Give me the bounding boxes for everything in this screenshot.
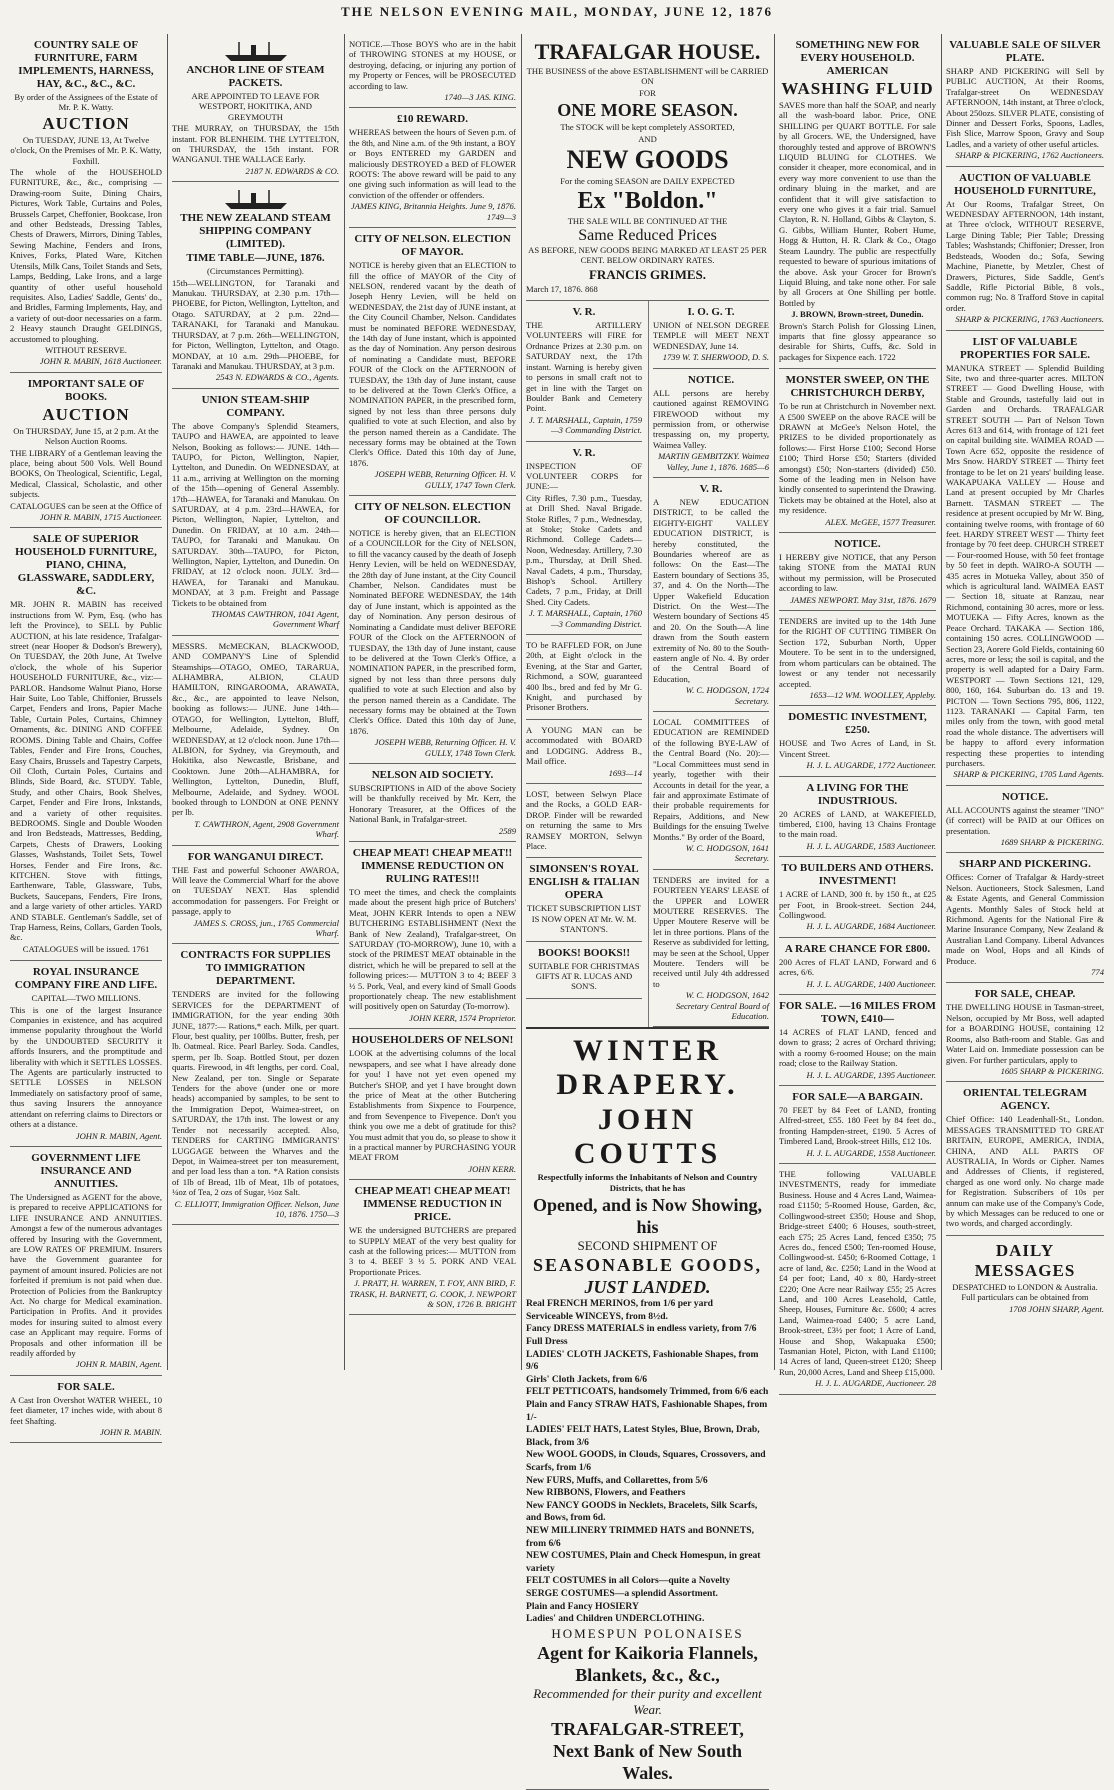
ad-valuable-investments xyxy=(779,1164,936,1395)
ad-moutere-lease xyxy=(653,870,769,1028)
ad-body: At Our Rooms, Trafalgar Street, On WEDNESDAY AFTERNOON, 14th instant, at Three o'clock, WITHOUT RESERVE, Large Dining Table; Pier Table; Dressing Tables; Washstands; Chiffonier; Dresser, Iron Bedsteads, Wooden do.; Sofa, Sewing Machine, Pianette, by Metzler, Chest of Drawers, Pictures, Side Saddle, Gent's Saddle, Rifle Pictorial Bible, 8 vols., common rug; No. 8 Trafford Stove in capital order. xyxy=(946,198,1104,313)
ad-body: I HEREBY give NOTICE, that any Person taking STONE from the MATAI RUN without my permission, will be Prosecuted according to law. xyxy=(779,552,936,594)
ad-body: The Undersigned as AGENT for the above, is prepared to receive APPLICATIONS for LIFE INSURANCE AND ANNUITIES. Amongst a few of the numerous advantages offered by Insuring with the Government, are LOW RATES OF PREMIUM. Insurers have the Government guarantee for payment of amount insured. Policies are not forfeited if premium is not paid when due. Protection of Policies from the Bankruptcy Act. No charge for Medical examination. Participation in Profits. And it provides modes for insuring suited to almost every case an Applicant may require. Forms of Proposals and other information ill be readily afforded by xyxy=(10,1191,162,1358)
ad-line: Respectfully informs the Inhabitants of Nelson and Country Districts, that he has xyxy=(537,1172,758,1193)
ad-signature: W. C. HODGSON, 1642 Secretary Central Board of Education. xyxy=(675,990,769,1022)
ad-signature: J. BROWN, Brown-street, Dunedin. xyxy=(791,309,924,320)
ad-title: AUCTION xyxy=(42,113,130,133)
ad-signature: JOHN R. MABIN, 1618 Auctioneer. xyxy=(39,356,162,367)
steamship-icon xyxy=(221,188,291,210)
ad-body: WHEREAS between the hours of Seven p.m. of the 8th, and Nine a.m. of the 9th instant, a BOY or Boys ENTERED my GARDEN and maliciously DESTROYED a BED of FLOWER ROOTS: The above reward will be paid to any one giving such information as will lead to the conviction of the offender or offenders. xyxy=(349,127,516,200)
ad-line: Ex "Boldon." xyxy=(577,188,718,215)
ad-body: SUITABLE FOR CHRISTMAS GIFTS AT R. LUCAS AND SON'S. xyxy=(528,960,640,992)
list-item: LADIES' CLOTH JACKETS, Fashionable Shapes, from 9/6 xyxy=(526,1348,759,1373)
list-item: New WOOL GOODS, in Clouds, Squares, Crossovers, and Scarfs, from 1/6 xyxy=(526,1449,766,1473)
ad-builders xyxy=(779,857,936,938)
ad-body: SAVES more than half the SOAP, and nearly all the wash-board labor. Price, ONE SHILLING per QUART BOTTLE. For sale by all Grocers. WE, the Undersigned, have thoroughly tested and approve of BROWN'S LIQUID BLUING for CLOTHES. We consider it cheaper, more economical, and in every way more convenient to use than the ordinary bluing in the market, and are confident that it will give satisfaction to every one who gives it a fair trial. Samuel Clayton, R. N. Holland, Gibbs & Clayton, S. G. Gibbs, William Hunter, Robert Hume, Hogg & Hutton, H. R. Clark & Co., Otago Steam Laundry. The public are respectfully requested to beware of spurious imitations of the above. Ask your Grocer for Brown's Liquid Bluing, and take none other. For sale by all Grocers at One Shilling per bottle. Bottled by xyxy=(779,100,936,308)
list-item: New FURS, Muffs, and Collarettes, from 5/6 xyxy=(526,1474,708,1486)
ad-signature: MARTIN GEMBITZKY. Waimea Valley, June 1, 1876. 1685—6 xyxy=(658,451,769,472)
ad-line: For the coming SEASON are DAILY EXPECTED xyxy=(560,176,735,187)
ad-line: The STOCK will be kept completely ASSORTED, xyxy=(560,122,735,133)
ad-body: THE DWELLING HOUSE in Tasman-street, Nelson, occupied by Mr Boss, well adapted for a BOARDING HOUSE, containing 12 Rooms, also Bath-room and Stable. Gas and Water Laid on. Immediate possession can be given. For further particulars, apply to xyxy=(946,1002,1104,1065)
ad-reward xyxy=(349,108,516,228)
ad-heading: COUNTRY SALE OF FURNITURE, FARM IMPLEMENTS, HARNESS, HAY, &C., &C., &C. xyxy=(18,39,154,90)
list-item: NEW MILLINERY TRIMMED HATS and BONNETS, from 6/6 xyxy=(526,1524,755,1549)
ad-body: City Rifles, 7.30 p.m., Tuesday, at Drill Shed. Naval Brigade. Stoke Rifles, 7 p.m., Wednesday, at Stoke; Stoke Cadets and Richmond. College Cadets—Noon, Wednesday. Artillery, 7.30 p.m., Thursday, at Drill Shed. Naval Cadets, 4 p.m., Thursday, Bishop's School. Artillery Cadets, 7 p.m., Friday, at Drill Shed. City Cadets. xyxy=(526,492,642,607)
ad-signature: T. CAWTHRON, Agent, 2908 Government Wharf. xyxy=(194,818,339,840)
ad-signature: 2589 xyxy=(498,825,516,836)
column-6 xyxy=(941,34,1108,1370)
list-item: LADIES' FELT HATS, Latest Styles, Blue, Brown, Drab, Black, from 3/6 xyxy=(526,1424,760,1448)
ad-line: ONE MORE SEASON. xyxy=(557,100,738,121)
ad-signature: JOHN R. MABIN, Agent. xyxy=(75,1130,162,1141)
ad-heading: FOR WANGANUI DIRECT. xyxy=(187,850,324,863)
list-item: Girls' Cloth Jackets, from 6/6 xyxy=(526,1373,648,1385)
ad-signature: FRANCIS GRIMES. xyxy=(588,266,706,282)
ad-heading: V. R. xyxy=(572,446,596,459)
ad-title: WASHING FLUID xyxy=(781,79,934,98)
ad-nz-steam-shipping xyxy=(172,182,339,388)
ad-body: TICKET SUBSCRIPTION LIST IS NOW OPEN AT Mr. W. M. STANTON'S. xyxy=(527,903,641,935)
ad-heading: ORIENTAL TELEGRAM AGENCY. xyxy=(963,1087,1087,1113)
ad-heading: CITY OF NELSON. ELECTION OF COUNCILLOR. xyxy=(354,501,511,527)
ad-line: FOR xyxy=(639,87,656,98)
ad-heading: V. R. xyxy=(699,482,723,495)
ad-signature: 1689 SHARP & PICKERING. xyxy=(1000,837,1104,847)
ad-local-committees xyxy=(653,712,769,870)
steamship-icon xyxy=(221,40,291,62)
ad-young-man xyxy=(526,720,642,784)
ad-heading: V. R. xyxy=(572,306,596,319)
ad-cheap-meat-kerr xyxy=(349,842,516,1029)
ad-signature: 1653—12 WM. WOOLLEY, Appleby. xyxy=(809,689,936,700)
ad-body: THE Fast and powerful Schooner AWAROA, Will leave the Commercial Wharf for the above on TUESDAY NEXT. Has splendid accommodation for passengers. For Freight or passage, apply to xyxy=(172,864,339,917)
ad-heading: DAILY MESSAGES xyxy=(974,1240,1076,1280)
ad-body: TO meet the times, and check the complaints made about the present high price of Butchers' Meat, JOHN KERR Intends to open a NEW BUTCHERING ESTABLISHMENT (Next the Bank of New Zealand), Trafalgar-street, On SATURDAY (TO-MORROW), June 10, with a stock of the PRIMEST MEAT obtainable in the district, which he will be prepared to sell at the following prices:— MUTTON 3 to 4; BEEF 3 ½ 5. Pork, Veal, and every kind of Small Goods proportionately cheap. The new establishment will positively open on Saturday (To-morrow). xyxy=(349,887,516,1012)
ad-body: 200 Acres of FLAT LAND, Forward and 6 acres, 6/6. xyxy=(779,956,936,978)
ad-body: TO be RAFFLED FOR, on June 20th, at Eight o'clock in the Evening, at the Star and Garter, Richmond, a SOW, guaranteed 400 lbs., bred and fed by Mr G. Knight, and purchased by Prisoner Brothers. xyxy=(526,640,642,713)
ad-body: ALL ACCOUNTS against the steamer "INO" (if correct) will be PAID at our Offices on presentation. xyxy=(946,804,1104,836)
ad-heading: UNION STEAM-SHIP COMPANY. xyxy=(201,393,310,419)
list-item: Real FRENCH MERINOS, from 1/6 per yard xyxy=(526,1298,713,1310)
ad-line: HOMESPUN POLONAISES xyxy=(551,1625,744,1641)
ad-line: THE BUSINESS of the above ESTABLISHMENT will be CARRIED ON xyxy=(526,66,769,87)
ad-heading: A RARE CHANCE FOR £800. xyxy=(784,942,931,955)
ad-line: Recommended for their purity and excellent Wear. xyxy=(533,1685,762,1717)
ad-body: TENDERS are invited up to the 14th June for the RIGHT OF CUTTING TIMBER On Section 172, Suburban North, Upper Moutere. To be sent in to the undersigned, from whom particulars can be obtained. The lowest or any tender not necessarily accepted. xyxy=(779,616,936,689)
ad-signature: JOHN R. MABIN. xyxy=(99,1427,162,1438)
ad-cheap-meat-butchers xyxy=(349,1180,516,1315)
ad-body: LOCAL COMMITTEES of EDUCATION are REMINDED of the following BYE-LAW of the Central Board (No. 20):— "Local Committees must send in yearly, together with their Accounts in detail for the year, a fair and approximate Estimate of their probable requirements for Repairs, Additions, and New Buildings for the ensuing Twelve Months." By order of the Board, xyxy=(653,717,769,842)
ad-body: HOUSE and Two Acres of Land, in St. Vincent Street. xyxy=(779,738,936,759)
ad-washing-fluid xyxy=(779,34,936,369)
column-3 xyxy=(344,34,520,1370)
ad-heading: AUCTION OF VALUABLE HOUSEHOLD FURNITURE, xyxy=(954,171,1096,197)
ad-body: THE following VALUABLE INVESTMENTS, ready for immediate Business. House and 4 Acres Land, Waimea-road £1150; 5-Roomed House, Garden, &c, Collingwood-street £350; House and Shop, Bridge-street £400; 6 Houses, south-street, each £75; 25 Acres Land, fenced £350; 75 Acres do., fenced £500; Ten-roomed House, Collingwood-st. £450; 6-Roomed Cottage, 1 acre of land, &c. £250; Land in the Wood at £4 per foot; Land, 40 x 80, Hardy-street £220; One Acre near Railway £55; 25 Acres Land, and 100 Acres Leasehold, Cattle, Sheep, Houses, Furniture &c. £600; 4 acres Land, Waimea-road £400; 5 acre Land, Brook-street, £3½ per foot; 1 Acre of Land, House and Shop, Wakapuaka £500; Tasmanian Hotel, Picton, with Land £1100; 14 Acres of land, Queen-street £120; Sheep Run, 20,000 Acres, Land and Sheep £15,000. xyxy=(779,1169,936,1377)
column-4 xyxy=(521,34,773,1783)
masthead: THE NELSON EVENING MAIL, MONDAY, JUNE 12, 1876 xyxy=(341,4,773,19)
ad-date: On THURSDAY, June 15, at 2 p.m. At the Nelson Auction Rooms. xyxy=(13,425,159,447)
ad-body: THE MURRAY, on THURSDAY, the 15th instant. FOR BLENHEIM. THE LYTTELTON, on THURSDAY, the 15th instant. FOR WANGANUI. THE WALLACE Early. xyxy=(172,123,339,165)
ad-body: TENDERS are invited for a FOURTEEN YEARS' LEASE of the UPPER and LOWER MOUTERE RESERVES. The Upper Moutere Reserve will be let in three portions. Plans of the Reserve as subdivided for letting, may be seen at the School, Upper Moutere. Tenders will be received until July 4th addressed to xyxy=(653,874,769,989)
list-item: Plain and Fancy HOSIERY xyxy=(526,1600,639,1612)
ad-heading: CONTRACTS FOR SUPPLIES TO IMMIGRATION DEPARTMENT. xyxy=(180,949,331,988)
list-item: NEW COSTUMES, Plain and Check Homespun, in great variety xyxy=(526,1550,761,1574)
ad-anchor-line xyxy=(172,34,339,182)
ad-body: 1 ACRE of LAND, 300 ft. by 150 ft., at £25 per Foot, in Brook-street. Section 244, Collingwood. xyxy=(779,889,936,920)
ad-signature: 1693—14 xyxy=(608,767,642,778)
ad-daily-messages xyxy=(946,1236,1104,1319)
ad-heading: NOTICE. xyxy=(687,373,735,386)
ad-aid-society xyxy=(349,764,516,842)
ad-heading: HOUSEHOLDERS OF NELSON! xyxy=(351,1034,514,1047)
ad-line: TRAFALGAR-STREET, xyxy=(551,1718,744,1739)
ad-signature: 774 xyxy=(1091,967,1104,978)
ad-signature: 1708 JOHN SHARP, Agent. xyxy=(1009,1303,1104,1314)
ad-heading: THE NEW ZEALAND STEAM SHIPPING COMPANY (LIMITED). xyxy=(180,212,331,251)
ad-heading: FOR SALE, CHEAP. xyxy=(974,988,1076,1001)
ad-signature: H. J. L. AUGARDE, 1772 Auctioneer. xyxy=(806,760,936,771)
ad-body: MESSRS. McMECKAN, BLACKWOOD, AND COMPANY'S Line of Splendid Steamships—OTAGO, OMEO, TARARUA, ALHAMBRA, ALBION, CLAUD HAMILTON, RINGAROOMA, ARAWATA, &c., &c., are appointed to leave Nelson, booking as follows:— JUNE. June 14th—OTAGO, for Wellington, Lyttelton, Bluff, Melbourne, Adelaide, Sydney. On WEDNESDAY, at 12 o'clock noon. June 17th—ALBION, for Sydney, via Greymouth, and Hokitika, also Newcastle, Brisbane, and Cooktown. June 20th—ALHAMBRA, for Wellington, Lyttelton, Dunedin, Bluff, Melbourne, Adelaide, and Sydney. WOOL booked through to LONDON at ONE PENNY per lb. xyxy=(172,640,339,818)
ad-catalogue: CATALOGUES will be issued. 1761 xyxy=(22,943,150,954)
ad-heading: CHEAP MEAT! CHEAP MEAT!! IMMENSE REDUCTION ON RULING RATES!!! xyxy=(352,847,513,885)
ad-signature: 1605 SHARP & PICKERING. xyxy=(1000,1065,1104,1076)
column-4-left xyxy=(526,301,642,1027)
ad-body: NOTICE is hereby given that an ELECTION to fill the office of MAYOR of the City of NELSON, rendered vacant by the death of Joseph Henry Levien, will be held on WEDNESDAY, the 21st day of JUNE instant, at the City Council Chamber, Nelson. Candidates must be nominated BEFORE WEDNESDAY, the 14th day of June instant, which is appointed as the day of Nomination. Any person desirous of nominating a Candidate must, BEFORE FOUR of the Clock on the AFTERNOON of TUESDAY, the 13th day of June instant, cause to be delivered at the Town Clerk's Office, a NOMINATION PAPER, in the prescribed form, signed by not less than three persons duly qualified to vote at such Election, and also by the person named therein as a Candidate. The necessary forms may be obtained at the Town Clerk's Office. Dated this 10th day of June, 1876. xyxy=(349,260,516,468)
ad-iogt xyxy=(653,301,769,369)
ad-trafalgar-house xyxy=(526,34,769,301)
ad-note: WITHOUT RESERVE. xyxy=(45,344,127,355)
ad-signature: JAMES S. CROSS, jun., 1765 Commercial Wharf. xyxy=(193,917,339,938)
ad-government-life xyxy=(10,1147,162,1376)
ad-heading: NELSON AID SOCIETY. xyxy=(371,768,494,781)
ad-monster-sweep xyxy=(779,369,936,533)
ad-heading: TO BUILDERS AND OTHERS. INVESTMENT! xyxy=(781,862,934,888)
ad-signature: 1739 W. T. SHERWOOD, D. S. xyxy=(662,352,769,363)
ad-line: THE SALE WILL BE CONTINUED AT THE xyxy=(567,216,728,227)
list-item: New FANCY GOODS in Necklets, Bracelets, Silk Scarfs, and Bows, from 6d. xyxy=(526,1499,758,1524)
list-item: New RIBBONS, Flowers, and Feathers xyxy=(526,1487,686,1499)
ad-line: AS BEFORE, NEW GOODS BEING MARKED AT LEAST 25 PER CENT. BELOW ORDINARY RATES. xyxy=(528,244,767,266)
ad-catalogue: CATALOGUES can be seen at the Office of xyxy=(10,500,162,511)
ad-line: SEASONABLE GOODS, xyxy=(532,1255,763,1276)
ad-signature: JAMES KING, Britannia Heights. June 9, 1876. 1749—3 xyxy=(350,201,516,222)
ad-ino-notice xyxy=(946,786,1104,854)
column-4-right xyxy=(648,301,769,1027)
ad-body: This is one of the largest Insurance Companies in existence, and has acquired immense popularity throughout the World by the UNDOUBTED SECURITY it affords Insurers, and the promptitude and liberality with which it SETTLES LOSSES. The Agents are particularly instructed to SETTLE LOSSES in NELSON Immediately on satisfactory proof of same, thus saving Insurers the annoyance attendant on referring claims to Directors or others at a distance. xyxy=(10,1004,162,1130)
ad-signature: 2187 N. EDWARDS & CO. xyxy=(245,165,339,176)
ad-heading: GOVERNMENT LIFE INSURANCE AND ANNUITIES. xyxy=(31,1151,141,1190)
ad-householders xyxy=(349,1029,516,1180)
ad-for-sale-cheap xyxy=(946,983,1104,1082)
ad-signature: H. J. L. AUGARDE, 1400 Auctioneer. xyxy=(806,978,936,989)
ad-body: 14 ACRES of FLAT LAND, fenced and down to grass; 2 acres of Orchard thriving; with a roomy 6-roomed House; on the main road; close to the Railway Station. xyxy=(779,1027,936,1069)
ad-signature: C. ELLIOTT, Immigration Officer. Nelson, June 10, 1876. 1750—3 xyxy=(174,1198,339,1219)
ad-date: On TUESDAY, JUNE 13, At Twelve o'clock, On the Premises of Mr. P. K. Watty, Foxhill. xyxy=(10,134,162,166)
ad-sub: (Circumstances Permitting). xyxy=(207,266,304,277)
ad-heading: MONSTER SWEEP, ON THE CHRISTCHURCH DERBY, xyxy=(785,374,930,400)
ad-heading: TRAFALGAR HOUSE. xyxy=(534,39,761,64)
ad-name: JOHN COUTTS xyxy=(573,1103,722,1171)
ad-water-wheel xyxy=(10,1376,162,1444)
ad-signature: JOHN R. MABIN, 1715 Auctioneer. xyxy=(39,512,162,522)
ad-body: TENDERS are invited for the following SERVICES for the DEPARTMENT of IMMIGRATION, for the year ending 30th JUNE, 1877:— Rations,* each. Milk, per quart. Flour, best quality, per 100lbs. Butter, fresh, per lb. Oatmeal. Rice. Pearl Barley. Soda. Candles, sperm, per lb. Soap. Bottled Stout, per dozen quarts. Firewood, in 4ft lengths, per cord. Coal, New Zealand, per ton. Single or Separate Tenders for the above (under one or more heads) accompanied by samples, to be sent to the Immigration Depot, Waimea-street, on SATURDAY, the 17th inst. The lowest or any Tender not necessarily accepted. Also, TENDERS for CARTING IMMIGRANTS' LUGGAGE between the Wharves and the Depot, in Waimea-street per ton measurement, and per load less than a ton. *A Ration consists of 1lb of Bread, 1lb of Meat, 1lb of potatoes, ¼oz of Tea, 2 ozs of Sugar, ½oz Salt. xyxy=(172,989,339,1198)
ad-signature: H. J. L. AUGARDE, Auctioneer. 28 xyxy=(815,1378,936,1389)
ad-immigration-contracts xyxy=(172,944,339,1225)
ad-heading: VALUABLE SALE OF SILVER PLATE. xyxy=(949,39,1101,64)
ad-heading: IMPORTANT SALE OF BOOKS. xyxy=(27,377,145,403)
ad-opera xyxy=(526,858,642,941)
ad-body: THE ARTILLERY VOLUNTEERS will FIRE for Ordnance Prizes at 2.30 p.m. on SATURDAY next, the 17th instant. Warning is hereby given to persons in small craft not to get in line with the Target on Boulder Bank and Cemetery Point. xyxy=(526,320,642,414)
ad-intro: By order of the Assignees of the Estate of Mr. P. K. Watty. xyxy=(14,92,158,113)
ad-note: Brown's Starch Polish for Glossing Linen, imparts that fine glossy appearance so desirable for Shirts, Cuffs, &c. Sold in packages for Sixpence each. 1722 xyxy=(779,320,936,362)
ad-body: SUBSCRIPTIONS in AID of the above Society will be thankfully received by Mr. Kerr, the Honorary Treasurer, at the Offices of the National Bank, in Trafalgar-street. xyxy=(349,782,516,825)
ad-body: The whole of the HOUSEHOLD FURNITURE, &c., &c., comprising — Drawing-room Suite, Dining Chairs, Pictures, Work Table, Curtains and Poles, Brussels Carpet, Cheffonier, Bookcase, Iron and other Bedsteads, Dressing Tables, Chests of Drawers, Mirrors, Dining Tables, Sewing Machine, Fenders and Irons, Knives, Forks, Plated Ware, Kitchen Utensils, Milk Cans, Toilet Stands and Sets, Lamps, Bedding, Lake Irons, and a large quantity of other useful household requisites. Also, Ladies' Saddle, Gents' do., and Bridles, Farming Implements, Hay, and a variety of out-door necessaries on a farm. 2 Heavy staunch Draught GELDINGS, accustomed to ploughing. xyxy=(10,167,162,344)
ad-signature: SHARP & PICKERING, 1762 Auctioneers. xyxy=(955,150,1104,161)
ad-signature: W. C. HODGSON, 1641 Secretary. xyxy=(685,842,769,864)
ad-lost xyxy=(526,784,642,858)
ad-body: LOST, between Selwyn Place and the Rocks, a GOLD EAR-DROP. Finder will be rewarded on returning the same to Mrs RAMSEY MORTON, Selwyn Place. xyxy=(526,788,642,851)
ad-signature: JOSEPH WEBB, Returning Officer. H. V. GULLY, 1747 Town Clerk. xyxy=(374,469,516,490)
ad-line: Next Bank of New South Wales. xyxy=(552,1740,743,1783)
ad-royal-insurance xyxy=(10,961,162,1147)
ad-body: SHARP AND PICKERING will Sell by PUBLIC AUCTION, At their Rooms, Trafalgar-street On WEDNESDAY AFTERNOON, 14th instant, at Three o'clock, About 250ozs. SILVER PLATE, consisting of Dinner and Dessert Forks, Spoons, Ladles, Fish Slice, Marrow Spoon, Gravy and Soup Ladles, and a variety of other useful articles. xyxy=(946,66,1104,149)
list-item: Ladies' and Children UNDERCLOTHING. xyxy=(526,1613,705,1625)
ad-body: 20 ACRES of LAND, at WAKEFIELD, timbered, £100, having 13 Chains Frontage to the main road. xyxy=(779,808,936,840)
ad-stone-notice xyxy=(779,533,936,611)
ad-heading: SALE OF SUPERIOR HOUSEHOLD FURNITURE, PIANO, CHINA, GLASSWARE, SADDLERY, &C. xyxy=(15,533,157,598)
ad-body: THE LIBRARY of a Gentleman leaving the place, being about 500 Vols. Well Bound BOOKS, On Theological, Scientific, Legal, Medical, Classical, Scholastic, and other subjects. xyxy=(10,447,162,500)
ad-signature: JOHN R. MABIN, Agent. xyxy=(75,1359,162,1370)
ad-line: Agent for Kaikoria Flannels, Blankets, &c., &c., xyxy=(537,1642,758,1685)
ad-body: A YOUNG MAN can be accommodated with BOARD and LODGING. Address B., Mail office. xyxy=(526,724,642,767)
ad-winter-drapery xyxy=(526,1027,769,1789)
ad-signature: JAMES NEWPORT. May 31st, 1876. 1679 xyxy=(790,594,936,605)
ad-education-district xyxy=(653,478,769,712)
ad-heading: SHARP AND PICKERING. xyxy=(959,858,1091,871)
ad-body: DESPATCHED to LONDON & Australia. Full particulars can be obtained from xyxy=(952,1281,1098,1303)
column-2 xyxy=(167,34,343,1370)
ad-sharp-pickering xyxy=(946,853,1104,983)
ad-signature: JOHN KERR, 1574 Proprietor. xyxy=(409,1012,516,1023)
ad-date: March 17, 1876. 868 xyxy=(526,283,598,294)
ad-sub: ARE APPOINTED TO LEAVE FOR WESTPORT, HOKITIKA, AND GREYMOUTH xyxy=(191,91,320,122)
ad-heading: WINTER DRAPERY. xyxy=(556,1034,739,1102)
ad-heading: FOR SALE—A BARGAIN. xyxy=(792,1091,923,1104)
ad-household-furniture xyxy=(10,528,162,961)
ad-signature: SHARP & PICKERING, 1705 Land Agents. xyxy=(953,769,1104,780)
ad-raffle xyxy=(526,635,642,720)
ad-oriental-telegram xyxy=(946,1082,1104,1235)
ad-body: A Cast Iron Overshot WATER WHEEL, 10 feet diameter, 17 inches wide, with about 8 feet Shafting. xyxy=(10,1394,162,1426)
ad-boys-notice xyxy=(349,34,516,108)
ad-body: LOOK at the advertising columns of the local newspapers, and see what I have already done for you! I have not yet even opened my Butcher's SHOP, and yet I have brought down the price of Meat at the other Butchering Establishments from Sixpence to Fourpence, and from Sevenpence to Fivepence. Don't you think you owe me a debt of gratitude for this? You must admit that you do, so please to show it in a practical manner by PURCHASING YOUR MEAT FROM xyxy=(349,1048,516,1163)
list-item: Fancy DRESS MATERIALS in endless variety, from 7/6 Full Dress xyxy=(526,1323,757,1348)
ad-line: NEW GOODS xyxy=(566,145,729,175)
ad-body: 70 FEET by 84 Feet of LAND, fronting Alfred-street, £55. 180 Feet by 84 feet do., fronting Hampden-street, £190. 5 Acres of Timbered Land, Brook-street Hills, £12 10s. xyxy=(779,1105,936,1147)
ad-signature: H. J. L. AUGARDE, 1583 Auctioneer. xyxy=(806,840,936,851)
ad-union-steamship xyxy=(172,389,339,636)
ad-books xyxy=(526,942,642,999)
ad-heading: FOR SALE. xyxy=(57,1380,115,1393)
ad-sale-of-books xyxy=(10,373,162,529)
ad-body: UNION of NELSON DEGREE TEMPLE will MEET NEXT WEDNESDAY, June 14. xyxy=(653,320,769,351)
ad-signature: H. J. L. AUGARDE, 1395 Auctioneer. xyxy=(806,1069,936,1080)
ad-signature: H. J. L. AUGARDE, 1684 Auctioneer. xyxy=(806,921,936,932)
ad-mayor-election xyxy=(349,228,516,496)
ad-rare-chance xyxy=(779,938,936,995)
ad-body: Chief Office: 140 Leadenhall-St., London. MESSAGES TRANSMITTED TO GREAT BRITAIN, EUROPE, AMERICA, INDIA, CHINA, AND ALL PARTS OF AUSTRALIA, In Words or Cipher. Names and Addresses of Clients, if registered, charged as one word only. No charge made for Registration. Subscribers of 10s per annum can make use of the Company's Code, by which Messages can be reduced to one or two words, and charged accordingly. xyxy=(946,1114,1104,1229)
ad-heading: CITY OF NELSON. ELECTION OF MAYOR. xyxy=(354,233,511,259)
list-item: FELT PETTICOATS, handsomely Trimmed, from 6/6 each xyxy=(526,1386,769,1398)
ad-timber-tenders xyxy=(779,611,936,706)
ad-signature: JOSEPH WEBB, Returning Officer. H. V. GULLY, 1748 Town Clerk. xyxy=(374,737,516,758)
ad-properties-list xyxy=(946,331,1104,786)
ad-body: ALL persons are hereby cautioned against REMOVING FIREWOOD without my permission from, or otherwise trespassing on, my property, Waimea Valley. xyxy=(653,387,769,450)
ad-line: JUST LANDED. xyxy=(584,1277,711,1298)
ad-silver-plate xyxy=(946,34,1104,167)
ad-line: Opened, and is Now Showing, his xyxy=(532,1195,763,1238)
ad-heading: A LIVING FOR THE INDUSTRIOUS. xyxy=(806,781,909,807)
ad-body: NOTICE.—Those BOYS who are in the habit of THROWING STONES at my HOUSE, or destroying, defacing, or injuring any portion of my Property or Fences, will be PROSECUTED according to law. xyxy=(349,39,516,91)
ad-heading: ROYAL INSURANCE COMPANY FIRE AND LIFE. xyxy=(14,966,158,992)
ad-line: SECOND SHIPMENT OF xyxy=(577,1238,718,1254)
ad-body: MANUKA STREET — Splendid Building Site, two and three-quarter acres. MILTON STREET — Good Dwelling House, with Stable and Grounds, tastefully laid out in Garden and Orchards. TRAFALGAR STREET SOUTH — Part of Nelson Town Acres 613 and 614, with frontage of 121 feet on capital building site. WAIMEA ROAD — Town Acre 652, opposite the residence of Mrs Snow. HARDY STREET — Thirty feet frontage to be let on 21 years' building lease. WAKAPUAKA VALLEY — House and Land at present occupied by Mr Charles Barnett. TASMAN STREET — The residence at present occupied by Mr W. Bing, containing twelve rooms, with frontage of 60 feet. HARDY STREET WEST — Thirty feet frontage by 70 feet deep. CHURCH STREET — Four-roomed House, with 50 feet frontage by 50 feet in depth. WAIRO-A SOUTH — 435 acres in Motueka Valley, about 350 of which is agricultural land. WAIMEA EAST — Section 18, situate at Ranzau, near Richmond, containing 30 acres, more or less. MOTUEKA — Fifty Acres, known as the Peace Orchard. TAKAKA — Section 186, containing 150 acres. COLLINGWOOD — Section 23, Aorere Gold Fields, containing 60 acres, more or less; the soil is capital, and the property is well adapted for a Dairy Farm. WESTPORT — Town Sections 121, 129, 800, 160, 164. Suburban do. 13 and 19. PICTON — Town Sections 795, 806, 1122, 1123. TARANAKI — Capital Farm, ten miles only from the town, with good metal road the whole distance. The advertisers will be happy to afford every information respecting these properties to intending purchasers. xyxy=(946,362,1105,768)
ad-heading: NOTICE. xyxy=(834,538,881,551)
ad-inspection xyxy=(526,442,642,636)
ad-body: MR. JOHN R. MABIN has received instructions from W. Pym, Esq. (who has left the Province), to SELL by Public AUCTION, at his late residence, Trafalgar-street (near Hooper & Dodson's Brewery), On TUESDAY, the 20th June, At Twelve o'clock, the whole of his Superior HOUSEHOLD FURNITURE, &c., viz:— PARLOR. Handsome Walnut Piano, Horse Hair Suite, Loo Table, Chiffonier, Brussels Carpet, Fenders and Irons, Papier Mache Table, Curtain Poles, Curtains, Chimney Ornaments, &c. DINING AND COFFEE ROOMS. Dining Table and Chairs, Coffee Tables, Fender and Fire Irons, Couches, Easy Chairs, Brussels and Tapestry Carpets, Oil Cloth, Curtain Poles, Curtains and Blinds, Side Board, &c. STUDY. Table, Study, and other Chairs, Book Shelves, Carpet, Fender and Fire Irons, Inkstands, and a variety of other requisites. BEDROOMS. Single and Double Wooden and Iron Bedsteads, Mattresses, Bedding, Carpets, Chests of Drawers, Looking Glasses, Washstands, Toilet Sets, Towel Horses, Fender and Fire Irons, &c. KITCHEN. Stove with fittings, Earthenware, Table, Glassware, Tubs, Buckets, Saucepans, Fenders, Fire Irons, and a large variety of other articles. YARD AND STABLE. Gentleman's Saddle, set of Trap Harness, Reins, Collars, Garden Tools, &c. xyxy=(10,599,162,943)
ad-title: TIME TABLE—JUNE, 1876. xyxy=(186,252,325,265)
ad-mcmeckan-blackwood xyxy=(172,636,339,846)
ad-firewood-notice xyxy=(653,369,769,478)
ad-signature: J. T. MARSHALL, Captain, 1760—3 Commanding District. xyxy=(529,608,642,629)
ad-title: AUCTION xyxy=(42,404,130,424)
ad-body: WE the undersigned BUTCHERS are prepared to SUPPLY MEAT of the very best quality for cash at the following prices:— MUTTON from 3 to 4. BEEF 3 ½ 5. PORK AND VEAL Proportionate Prices. xyxy=(349,1225,516,1277)
ad-living-industrious xyxy=(779,777,936,858)
ad-furniture-auction xyxy=(946,167,1104,331)
ad-sub: CAPITAL—TWO MILLIONS. xyxy=(31,993,141,1004)
ad-domestic-investment xyxy=(779,706,936,776)
ad-wanganui-direct xyxy=(172,846,339,945)
ad-heading: I. O. G. T. xyxy=(687,306,735,319)
ad-heading: FOR SALE. —16 MILES FROM TOWN, £410— xyxy=(779,1000,936,1025)
ad-heading: DOMESTIC INVESTMENT, £250. xyxy=(788,711,927,737)
ad-signature: THOMAS CAWTHRON, 1041 Agent, Government Wharf xyxy=(211,609,339,630)
ad-heading: ANCHOR LINE OF STEAM PACKETS. xyxy=(186,64,325,89)
ad-for-sale-16-miles xyxy=(779,995,936,1086)
ad-signature: 1740—3 JAS. KING. xyxy=(444,92,516,103)
ad-body: A NEW EDUCATION DISTRICT, to be called the EIGHTY-EIGHT VALLEY EDUCATION DISTRICT, is hereby constituted, the Boundaries whereof are as follows: On the East—The Eastern boundary of Sections 35, 37, and 4. On the North—The Upper Wakefield Education District. On the West—The Western boundary of Sections 45 and 20. On the South—A line drawn from the South eastern extremity of No. 80 to the South-eastern angle of No. 4. By order of the Central Board of Education, xyxy=(653,496,769,684)
ad-signature: ALEX. McGEE, 1577 Treasurer. xyxy=(825,516,936,527)
list-item: Plain and Fancy STRAW HATS, Fashionable Shapes, from 1/- xyxy=(526,1399,768,1423)
list-item: FELT COSTUMES in all Colors—quite a Novelty xyxy=(526,1575,731,1587)
ad-signature: W. C. HODGSON, 1724 Secretary. xyxy=(685,685,769,706)
ad-body: The above Company's Splendid Steamers, TAUPO and HAWEA, are appointed to leave Nelson, Booking as follows:— JUNE. 14th—TAUPO, for Picton, Wellington, Napier, Lyttelton, and Dunedin. On WEDNESDAY, at 11 a.m., arriving at Wellington on the morning of the 15th—opening of General Assembly. 17th—HAWEA, for Taranaki and Manukau. On SATURDAY, at 4 p.m. 23rd—HAWEA, for Picton, Wellington, Napier, Lyttelton, and Dunedin. On FRIDAY, at 10 a.m. 24th—TAUPO, for Taranaki and Manukau. On SATURDAY. 30th—TAUPO, for Picton, Wellington, Napier, Lyttelton, and Dunedin. On FRIDAY, at 12 o'clock noon. JULY. 3rd—HAWEA, for Taranaki and Manukau. MONDAY, at 3 p.m. Freight and Passage Tickets to be obtained from xyxy=(172,420,339,608)
ad-body: NOTICE is hereby given, that an ELECTION of a COUNCILLOR for the City of NELSON, to fill the vacancy caused by the death of Joseph Henry Levien, will be held on WEDNESDAY, the 28th day of June instant, at the City Council Chamber, Nelson. Candidates must be Nominated BEFORE WEDNESDAY, the 14th day of June instant, which is appointed as the day of Nomination. Any person desirous of Nominating a Candidate must deliver BEFORE FOUR of the Clock on the AFTERNOON of TUESDAY, the 13th day of June instant, cause to be delivered at the Town Clerk's Office, a NOMINATION PAPER, in the prescribed form, signed by not less than three persons duly qualified to vote at such Election and also by the person named therein as a Candidate. The necessary forms may be obtained at the Town Clerk's Office. Dated this 10th day of June, 1876. xyxy=(349,528,516,736)
column-4-split xyxy=(526,301,769,1027)
column-5 xyxy=(774,34,940,1389)
ad-signature: J. PRATT, H. WARREN, T. FOY, ANN BIRD, F. TRASK, H. BARNETT, G. COOK, J. NEWPORT & SON, 1726 B. BRIGHT xyxy=(349,1278,516,1309)
ad-heading: LIST OF VALUABLE PROPERTIES FOR SALE. xyxy=(959,335,1091,361)
ad-signature: JOHN KERR. xyxy=(468,1163,516,1174)
ad-body: To be run at Christchurch in November next. A £500 SWEEP on the above RACE will be DRAWN at McGee's Nelson Hotel, the PRIZES to be divided proportionately as follows:— First Horse £100; Second Horse £100; Third Horse £50; Starters (divided amongst) £50; Non-starters (divided) £50. Some of the leading men in Nelson have kindly consented to superintend the Drawing. Tickets may be obtained at the Hotel, also at my residence. xyxy=(779,401,936,516)
ad-heading: SIMONSEN'S ROYAL ENGLISH & ITALIAN OPERA xyxy=(528,863,640,902)
column-1 xyxy=(6,34,166,1438)
ad-signature: J. T. MARSHALL, Captain, 1759—3 Commanding District. xyxy=(529,414,642,436)
ad-heading: £10 REWARD. xyxy=(397,113,468,126)
ad-heading: NOTICE. xyxy=(1001,790,1049,803)
ad-country-sale xyxy=(10,34,162,373)
ad-body: Offices: Corner of Trafalgar & Hardy-street Nelson. Auctioneers, Stock Salesmen, Land & Estate Agents, and General Commission Agents. Monthly Sales of Stock held at Richmond. Agents for the National Fire & Marine Insurance Company, New Zealand & Australian Land Company. Liberal Advances made on Wool, Hops and all Kinds of Produce. xyxy=(946,872,1104,966)
ad-signature: SHARP & PICKERING, 1763 Auctioneers. xyxy=(955,314,1104,325)
ad-heading: BOOKS! BOOKS!! xyxy=(538,946,630,959)
ad-line: AND xyxy=(638,133,657,144)
ad-body: 15th—WELLINGTON, for Taranaki and Manukau. THURSDAY, at 2.30 p.m. 17th—PHOEBE, for Picton, Wellington, Lyttelton, and Otago. SATURDAY, at 2 p.m. 22nd—TARANAKI, for Taranaki and Manukau. THURSDAY, at 7 p.m. 26th—WELLINGTON, for Picton, Wellington, Lyttelton, and Otago. MONDAY, at 10 a.m. 29th—PHOEBE, for Taranaki and Manukau. THURSDAY, at 3 p.m. xyxy=(172,277,339,371)
ad-signature: 2543 N. EDWARDS & CO., Agents. xyxy=(215,372,339,383)
ad-signature: H. J. L. AUGARDE, 1558 Auctioneer. xyxy=(806,1147,936,1158)
ad-artillery xyxy=(526,301,642,441)
ad-line: Same Reduced Prices xyxy=(578,226,717,244)
list-item: Serviceable WINCEYS, from 8½d. xyxy=(526,1310,668,1322)
drapery-item-list xyxy=(526,1298,769,1625)
ad-councillor-election xyxy=(349,496,516,764)
list-item: SERGE COSTUMES—a splendid Assortment. xyxy=(526,1587,718,1599)
ad-title: INSPECTION OF VOLUNTEER CORPS for JUNE:— xyxy=(526,460,642,492)
ad-bargain xyxy=(779,1086,936,1164)
ad-heading: SOMETHING NEW FOR EVERY HOUSEHOLD. AMERICAN xyxy=(795,39,920,77)
ad-heading: CHEAP MEAT! CHEAP MEAT! IMMENSE REDUCTION IN PRICE. xyxy=(354,1185,511,1224)
